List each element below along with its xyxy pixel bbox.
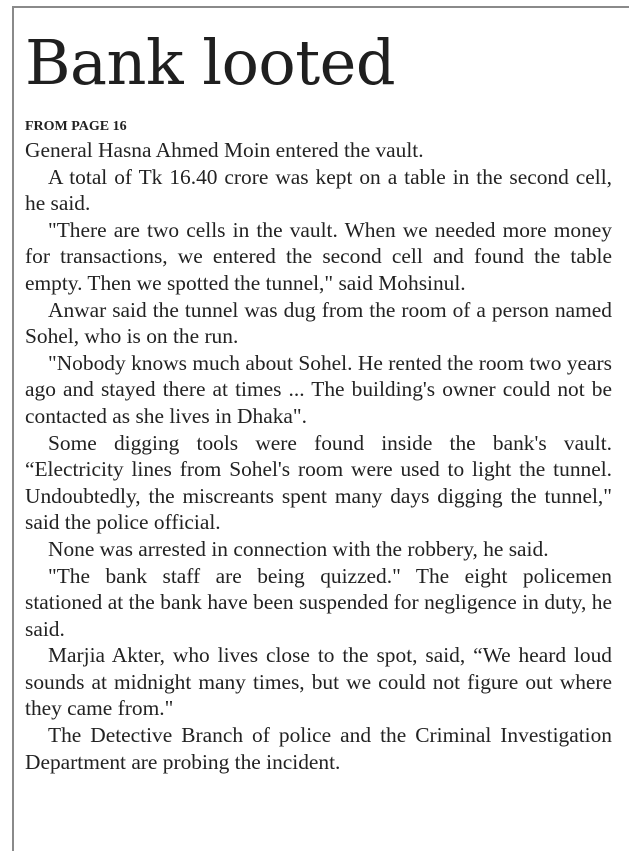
paragraph: "The bank staff are being quizzed." The eight policemen stationed at the bank have been suspended for negligence in duty, he said. — [25, 563, 612, 641]
paragraph: Some digging tools were found inside the bank's vault. “Electricity lines from Sohel's room were used to light the tunnel. Undoubtedly, the miscreants spent many days digging the tunnel," said the police official. — [25, 430, 612, 535]
headline: Bank looted — [25, 26, 396, 99]
left-border-rule — [12, 6, 14, 851]
top-border-rule — [12, 6, 629, 8]
paragraph: Anwar said the tunnel was dug from the room of a person named Sohel, who is on the run. — [25, 297, 612, 349]
paragraph: The Detective Branch of police and the Criminal Investigation Department are probing the incident. — [25, 723, 612, 774]
paragraph: "There are two cells in the vault. When we needed more money for transactions, we entered the second cell and found the table empty. Then we spotted the tunnel," said Mohsinul. — [25, 217, 612, 295]
paragraph: None was arrested in connection with the robbery, he said. — [48, 536, 549, 561]
continuation-kicker: FROM PAGE 16 — [25, 119, 127, 134]
paragraph: General Hasna Ahmed Moin entered the vault. — [25, 138, 424, 162]
paragraph: "Nobody knows much about Sohel. He rented the room two years ago and stayed there at times ... The building's owner could not be contacted as she lives in Dhaka". — [25, 350, 612, 428]
paragraph: Marjia Akter, who lives close to the spot, said, “We heard loud sounds at midnight many times, but we could not figure out where they came from." — [25, 643, 612, 721]
article-body — [25, 137, 612, 775]
paragraph: A total of Tk 16.40 crore was kept on a table in the second cell, he said. — [25, 164, 612, 216]
